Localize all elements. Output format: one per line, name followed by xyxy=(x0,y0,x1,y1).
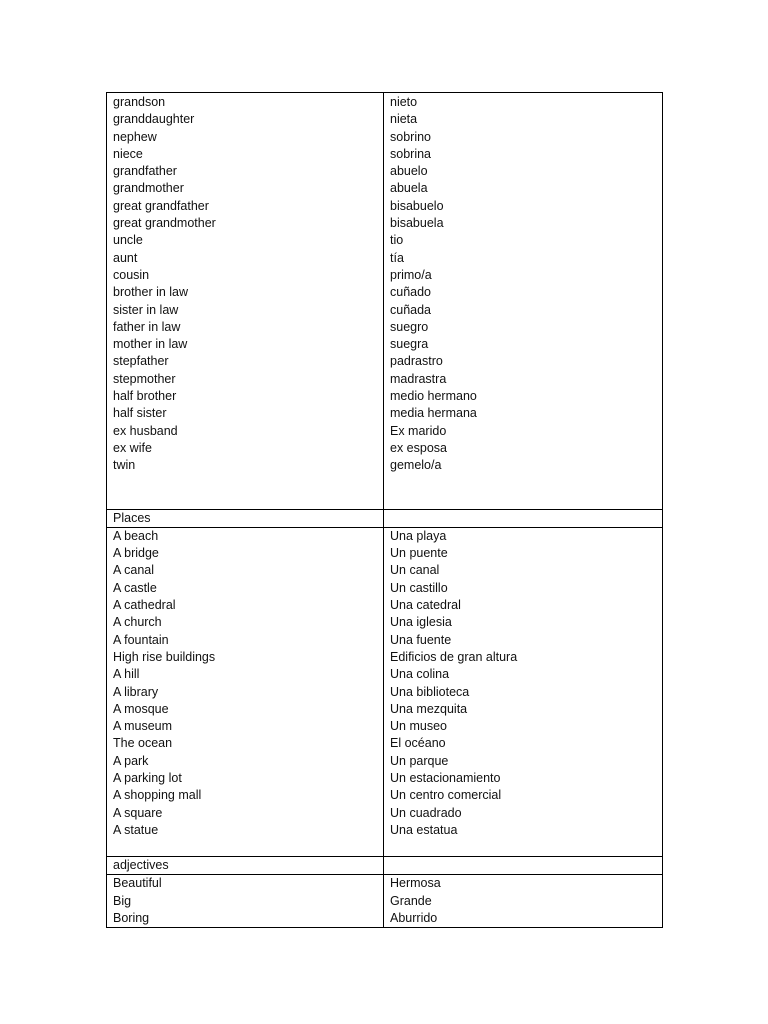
vocab-term: medio hermano xyxy=(390,389,477,404)
vocab-term: bisabuela xyxy=(390,216,444,231)
vocab-term: High rise buildings xyxy=(113,649,216,664)
vocab-term: Un parque xyxy=(390,753,449,768)
adjectives-english-list xyxy=(113,875,377,927)
vocab-term: abuelo xyxy=(390,164,428,179)
vocab-term: stepfather xyxy=(113,354,169,369)
vocab-term: nephew xyxy=(113,129,157,144)
vocab-term: abuela xyxy=(390,181,428,196)
vocab-term: ex esposa xyxy=(390,440,447,455)
vocab-term: cousin xyxy=(113,267,150,282)
adjectives-header-row xyxy=(107,857,663,875)
vocab-term: sobrina xyxy=(390,146,431,161)
vocab-term: A statue xyxy=(113,822,159,837)
vocab-term: brother in law xyxy=(113,285,189,300)
family-english-list xyxy=(113,94,377,475)
vocab-term: sobrino xyxy=(390,129,431,144)
vocab-term: tio xyxy=(390,233,404,248)
vocab-term: A castle xyxy=(113,580,157,595)
vocab-term: A museum xyxy=(113,719,173,734)
vocab-term: gemelo/a xyxy=(390,458,442,473)
vocab-term: granddaughter xyxy=(113,112,195,127)
vocab-term: A bridge xyxy=(113,546,159,561)
vocab-term: A park xyxy=(113,753,149,768)
vocab-term: nieto xyxy=(390,95,418,109)
vocab-term: Una mezquita xyxy=(390,701,468,716)
vocab-term: Big xyxy=(113,893,132,908)
vocab-term: Una iglesia xyxy=(390,615,452,630)
vocab-term: Una catedral xyxy=(390,598,461,613)
vocab-term: ex husband xyxy=(113,423,178,438)
vocab-term: Un cuadrado xyxy=(390,805,462,820)
vocab-term: A library xyxy=(113,684,159,699)
vocab-term: ex wife xyxy=(113,440,152,455)
vocab-term: Una biblioteca xyxy=(390,684,470,699)
vocab-term: A beach xyxy=(113,528,159,543)
vocab-term: half sister xyxy=(113,406,167,421)
vocab-term: Una fuente xyxy=(390,632,452,647)
places-spanish-cell xyxy=(384,527,663,856)
family-spanish-list xyxy=(390,94,656,475)
vocabulary-table xyxy=(106,92,663,928)
vocab-term: mother in law xyxy=(113,337,188,352)
vocab-term: A canal xyxy=(113,563,155,578)
vocab-term: cuñada xyxy=(390,302,432,317)
vocab-term: A cathedral xyxy=(113,598,176,613)
vocab-term: sister in law xyxy=(113,302,179,317)
places-header-row xyxy=(107,509,663,527)
vocab-term: cuñado xyxy=(390,285,432,300)
vocab-term: grandfather xyxy=(113,164,177,179)
vocab-term: tía xyxy=(390,250,404,265)
vocab-term: Un museo xyxy=(390,719,447,734)
vocab-term: Edificios de gran altura xyxy=(390,649,518,664)
vocab-term: Un canal xyxy=(390,563,440,578)
vocab-term: Un castillo xyxy=(390,580,448,595)
vocab-term: Aburrido xyxy=(390,911,438,926)
vocab-term: A shopping mall xyxy=(113,788,202,803)
vocab-term: A hill xyxy=(113,667,140,682)
vocab-term: Beautiful xyxy=(113,876,162,891)
places-heading: Places xyxy=(107,509,384,527)
vocab-term: bisabuelo xyxy=(390,198,444,213)
vocab-term: Una estatua xyxy=(390,822,458,837)
vocab-term: El océano xyxy=(390,736,446,751)
places-english-list xyxy=(113,528,377,839)
vocab-term: Ex marido xyxy=(390,423,447,438)
vocab-term: Un estacionamiento xyxy=(390,770,501,785)
vocab-term: Una colina xyxy=(390,667,450,682)
vocab-term: Una playa xyxy=(390,528,447,543)
vocab-term: Un centro comercial xyxy=(390,788,502,803)
adjectives-spanish-cell xyxy=(384,875,663,928)
vocab-term: grandson xyxy=(113,95,166,109)
family-english-cell xyxy=(107,93,384,510)
vocab-term: media hermana xyxy=(390,406,477,421)
vocab-term: A parking lot xyxy=(113,770,182,785)
vocab-term: father in law xyxy=(113,319,181,334)
vocab-term: madrastra xyxy=(390,371,447,386)
vocab-term: nieta xyxy=(390,112,418,127)
adjectives-spanish-list xyxy=(390,875,656,927)
places-spanish-list xyxy=(390,528,656,839)
vocab-term: twin xyxy=(113,458,136,473)
places-heading-empty xyxy=(384,509,663,527)
vocab-term: uncle xyxy=(113,233,143,248)
vocab-term: suegro xyxy=(390,319,429,334)
vocab-term: great grandfather xyxy=(113,198,209,213)
vocab-term: niece xyxy=(113,146,143,161)
adjectives-heading: adjectives xyxy=(107,857,384,875)
vocab-term: half brother xyxy=(113,389,177,404)
vocab-term: padrastro xyxy=(390,354,443,369)
vocab-term: grandmother xyxy=(113,181,184,196)
vocab-term: The ocean xyxy=(113,736,173,751)
family-spanish-cell xyxy=(384,93,663,510)
vocab-term: Boring xyxy=(113,911,150,926)
vocab-term: Grande xyxy=(390,893,432,908)
family-row xyxy=(107,93,663,510)
places-english-cell xyxy=(107,527,384,856)
vocab-term: suegra xyxy=(390,337,429,352)
vocab-term: Hermosa xyxy=(390,876,441,891)
vocab-term: A fountain xyxy=(113,632,169,647)
adjectives-row xyxy=(107,875,663,928)
vocab-term: aunt xyxy=(113,250,138,265)
vocab-term: great grandmother xyxy=(113,216,216,231)
adjectives-english-cell xyxy=(107,875,384,928)
vocab-term: primo/a xyxy=(390,267,432,282)
vocab-term: Un puente xyxy=(390,546,448,561)
vocab-term: A church xyxy=(113,615,162,630)
places-row xyxy=(107,527,663,856)
vocab-term: A square xyxy=(113,805,163,820)
adjectives-heading-empty xyxy=(384,857,663,875)
vocab-term: stepmother xyxy=(113,371,176,386)
vocab-term: A mosque xyxy=(113,701,169,716)
